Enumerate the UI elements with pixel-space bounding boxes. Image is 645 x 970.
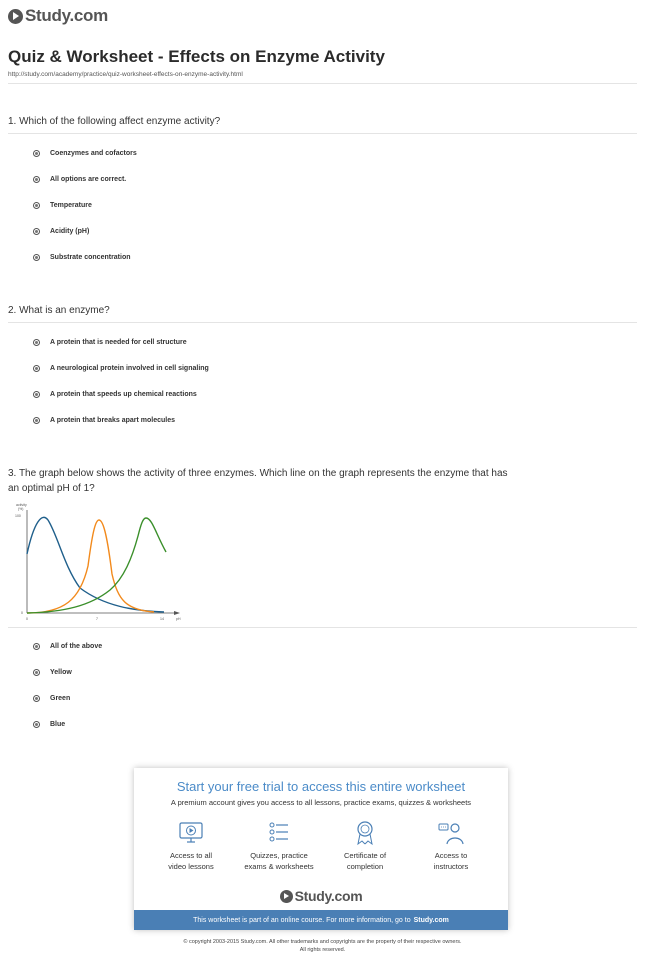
option-label: A protein that is needed for cell structure — [50, 338, 187, 346]
option-label: Temperature — [50, 201, 92, 209]
radio-button-icon[interactable] — [33, 254, 40, 261]
study-link[interactable]: Study.com — [413, 916, 449, 924]
answer-option[interactable] — [33, 147, 137, 159]
promo-info-bar — [134, 910, 508, 930]
answer-option[interactable] — [33, 362, 209, 374]
option-label: Blue — [50, 720, 66, 728]
feature-label: instructors — [433, 862, 469, 871]
answer-option[interactable] — [33, 225, 89, 237]
quiz-list-icon — [265, 820, 293, 846]
option-label: Substrate concentration — [50, 253, 131, 261]
option-label: All options are correct. — [50, 175, 127, 183]
enzyme-activity-graph — [14, 496, 192, 626]
page-url[interactable]: http://study.com/academy/practice/quiz-worksheet-effects-on-enzyme-activity.html — [8, 71, 243, 78]
x-axis-label: pH — [176, 617, 181, 621]
option-label: Coenzymes and cofactors — [50, 149, 137, 157]
option-label: A neurological protein involved in cell signaling — [50, 364, 209, 372]
option-label: A protein that breaks apart molecules — [50, 416, 175, 424]
y-tick-0: 0 — [21, 611, 23, 615]
option-label: All of the above — [50, 642, 103, 650]
play-logo-icon — [8, 9, 23, 24]
feature-video-lessons — [148, 820, 234, 872]
answer-option[interactable] — [33, 251, 131, 263]
answer-option[interactable] — [33, 718, 65, 730]
answer-option[interactable] — [33, 173, 126, 185]
question-2: 2. What is an enzyme? — [8, 305, 110, 316]
radio-button-icon[interactable] — [33, 721, 40, 728]
copyright-footer — [0, 938, 645, 954]
divider — [8, 627, 637, 628]
x-tick-7: 7 — [96, 617, 98, 621]
feature-label: exams & worksheets — [244, 862, 314, 871]
page-title: Quiz & Worksheet - Effects on Enzyme Activity — [8, 47, 385, 66]
feature-label: Certificate of — [343, 851, 387, 860]
question-3: 3. The graph below shows the activity of three enzymes. Which line on the graph represents the enzyme that has an optimal pH of 1? — [8, 468, 508, 494]
option-label: Acidity (pH) — [50, 227, 90, 235]
radio-button-icon[interactable] — [33, 643, 40, 650]
radio-button-icon[interactable] — [33, 150, 40, 157]
promo-title[interactable]: Start your free trial to access this entire worksheet — [176, 779, 466, 794]
promo-subtitle: A premium account gives you access to all lessons, practice exams, quizzes & worksheets — [170, 798, 472, 807]
radio-button-icon[interactable] — [33, 176, 40, 183]
feature-label: Quizzes, practice — [250, 851, 308, 860]
copyright-line: All rights reserved. — [299, 947, 346, 953]
answer-option[interactable] — [33, 199, 92, 211]
x-axis-arrow — [174, 611, 180, 615]
blue-curve — [27, 517, 164, 612]
divider — [8, 133, 637, 134]
radio-button-icon[interactable] — [33, 339, 40, 346]
answer-option[interactable] — [33, 666, 72, 678]
answer-option[interactable] — [33, 640, 102, 652]
feature-quizzes — [236, 820, 322, 872]
copyright-line: © copyright 2003-2015 Study.com. All other trademarks and copyrights are the property of their respective owners. — [183, 939, 462, 945]
question-1: 1. Which of the following affect enzyme activity? — [8, 116, 221, 127]
radio-button-icon[interactable] — [33, 365, 40, 372]
logo-text: Study.com — [294, 888, 363, 904]
green-curve — [27, 518, 166, 613]
radio-button-icon[interactable] — [33, 695, 40, 702]
option-label: Yellow — [50, 668, 72, 676]
radio-button-icon[interactable] — [33, 417, 40, 424]
study-logo[interactable] — [8, 6, 108, 26]
feature-label: completion — [346, 862, 384, 871]
radio-button-icon[interactable] — [33, 391, 40, 398]
feature-label: Access to — [434, 851, 468, 860]
y-axis-label: activity — [16, 503, 27, 507]
promo-bar-text: This worksheet is part of an online course. For more information, go to — [193, 916, 411, 924]
answer-option[interactable] — [33, 692, 70, 704]
feature-label: Access to all — [169, 851, 213, 860]
instructor-icon — [437, 820, 465, 846]
answer-option[interactable] — [33, 336, 187, 348]
feature-label: video lessons — [168, 862, 214, 871]
video-lesson-icon — [177, 820, 205, 846]
logo-text: Study.com — [25, 6, 108, 25]
x-tick-0: 0 — [26, 617, 28, 621]
feature-certificate — [322, 820, 408, 872]
play-logo-icon — [280, 890, 293, 903]
divider — [8, 322, 637, 323]
answer-option[interactable] — [33, 388, 197, 400]
certificate-icon — [351, 820, 379, 846]
divider — [8, 83, 637, 84]
y-tick-100: 100 — [15, 514, 21, 518]
radio-button-icon[interactable] — [33, 669, 40, 676]
radio-button-icon[interactable] — [33, 228, 40, 235]
y-axis-label-unit: (%) — [18, 507, 24, 511]
radio-button-icon[interactable] — [33, 202, 40, 209]
free-trial-promo[interactable] — [134, 768, 508, 930]
option-label: Green — [50, 694, 71, 702]
feature-instructors — [408, 820, 494, 872]
answer-option[interactable] — [33, 414, 175, 426]
promo-study-logo[interactable] — [134, 888, 508, 904]
option-label: A protein that speeds up chemical reactions — [50, 390, 197, 398]
orange-curve — [27, 520, 154, 613]
x-tick-14: 14 — [160, 617, 164, 621]
